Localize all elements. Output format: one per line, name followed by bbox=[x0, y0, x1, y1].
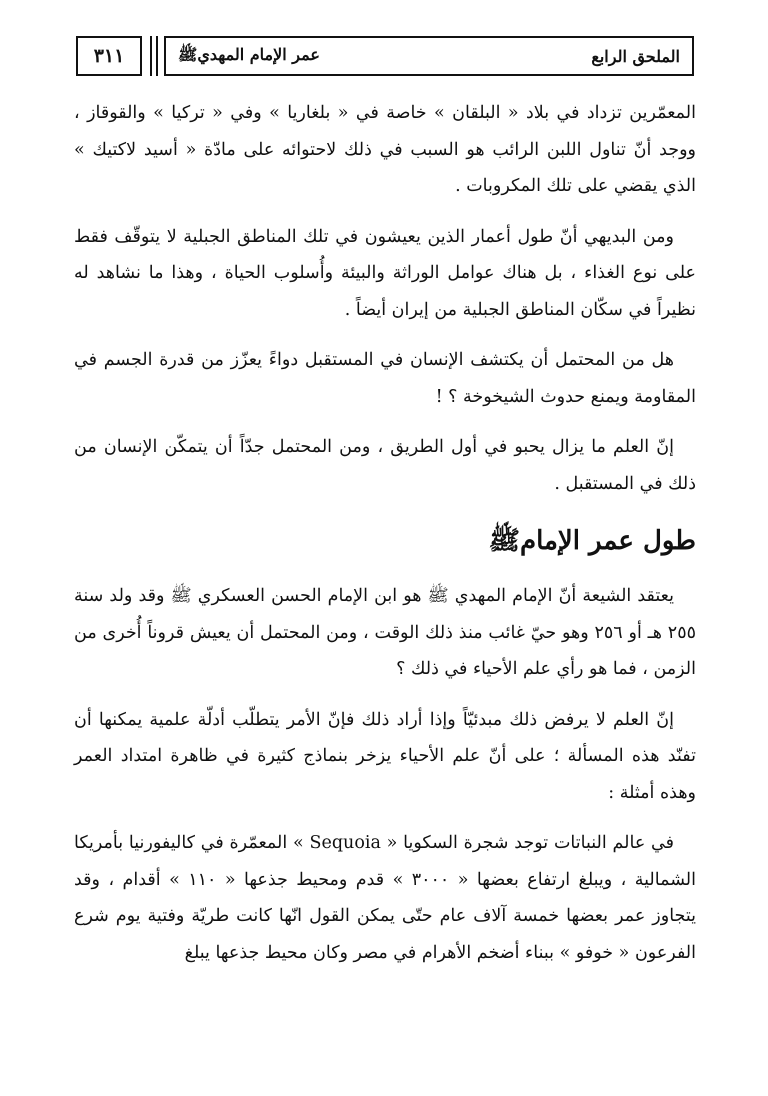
paragraph: في عالم النباتات توجد شجرة السكويا « Sequoia » المعمّرة في كاليفورنيا بأمريكا الشمالية ، ويبلغ ارتفاع بعضها « ٣٠٠٠ » قدم ومحيط جذعها « ١١٠ » أقدام ، وقد يتجاوز عمر بعضها خمسة آلاف عام حتّى يمكن القول انّها كانت طريّة وفتية يوم شرع الفرعون « خوفو » ببناء أضخم الأهرام في مصر وكان محيط جذعها يبلغ bbox=[74, 833, 696, 963]
running-title-box bbox=[164, 36, 694, 76]
paragraph: المعمّرين تزداد في بلاد « البلقان » خاصة في « بلغاريا » وفي « تركيا » والقوقاز ، ووجد أنّ تناول اللبن الرائب هو السبب في ذلك لاحتوائه على مادّة « أسيد لاكتيك » الذي يقضي على تلك المكروبات . bbox=[74, 103, 696, 196]
section-heading: طول عمر الإمامﷺ bbox=[488, 526, 696, 556]
running-title: عمر الإمام المهديﷺ bbox=[178, 44, 320, 64]
page-number: ٣١١ bbox=[76, 36, 142, 76]
paragraph: ومن البديهي أنّ طول أعمار الذين يعيشون في تلك المناطق الجبلية لا يتوقّف فقط على نوع الغذاء ، بل هناك عوامل الوراثة والبيئة وأُسلوب الحياة ، وهذا ما نشاهد له نظيراً في سكّان المناطق الجبلية من إيران أيضاً . bbox=[74, 226, 696, 320]
page-body bbox=[74, 95, 696, 985]
page-header bbox=[76, 36, 694, 80]
header-divider bbox=[156, 36, 158, 76]
paragraph: إنّ العلم لا يرفض ذلك مبدئيّاً وإذا أراد ذلك فإنّ الأمر يتطلّب أدلّة علمية يمكنها أن تفنّد هذه المسألة ؛ على أنّ علم الأحياء يزخر بنماذج كثيرة في ظاهرة امتداد العمر وهذه أمثلة : bbox=[74, 709, 696, 803]
header-divider bbox=[150, 36, 152, 76]
paragraph: يعتقد الشيعة أنّ الإمام المهدي ﷺ هو ابن الإمام الحسن العسكري ﷺ وقد ولد سنة ٢٥٥ هـ أو ٢٥٦ وهو حيّ غائب منذ ذلك الوقت ، ومن المحتمل أن يعيش قروناً أُخرى من الزمن ، فما هو رأي علم الأحياء في ذلك ؟ bbox=[74, 586, 696, 679]
appendix-label: الملحق الرابع bbox=[591, 46, 680, 66]
paragraph: هل من المحتمل أن يكتشف الإنسان في المستقبل دواءً يعزّز من قدرة الجسم في المقاومة ويمنع حدوث الشيخوخة ؟ ! bbox=[74, 350, 696, 407]
paragraph: إنّ العلم ما يزال يحبو في أول الطريق ، ومن المحتمل جدّاً أن يتمكّن الإنسان من ذلك في المستقبل . bbox=[74, 437, 696, 494]
